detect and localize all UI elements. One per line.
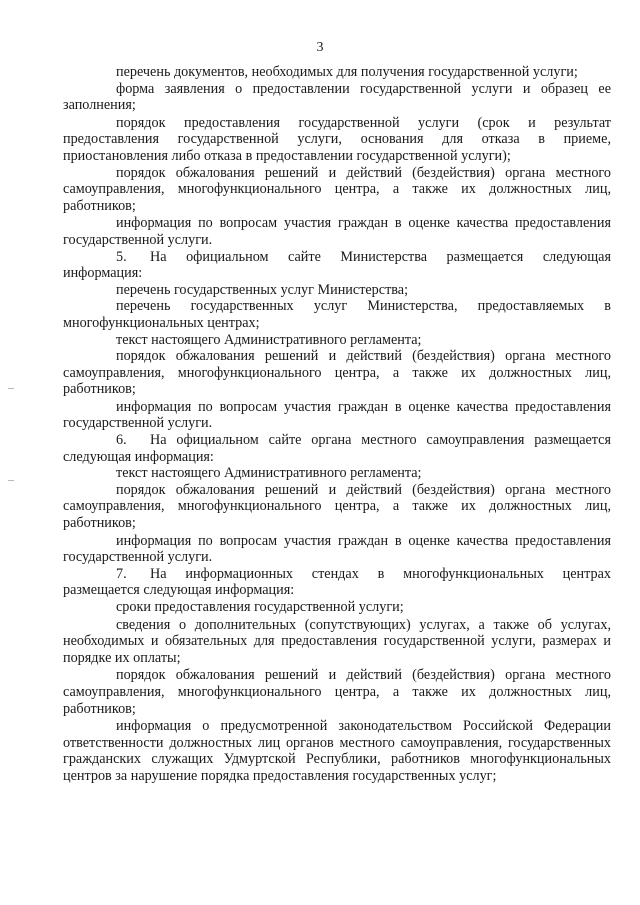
paragraph-mfc-services-list: перечень государственных услуг Министерства, предоставляемых в многофункциональных центрах; [63, 298, 611, 331]
paragraph-appeal-procedure: порядок обжалования решений и действий (бездействия) органа местного самоуправления, многофункционального центра, а также их должностных лиц, работников; [63, 481, 611, 532]
paragraph-appeal-procedure: порядок обжалования решений и действий (бездействия) органа местного самоуправления, многофункционального центра, а также их должностных лиц, работников; [63, 348, 611, 398]
paragraph-ministry-services-list: перечень государственных услуг Министерства; [116, 281, 409, 298]
paragraph-service-terms: сроки предоставления государственной услуги; [116, 599, 404, 615]
paragraph-application-form: форма заявления о предоставлении государственной услуги и образец ее заполнения; [63, 80, 611, 114]
clause-number: 7. [116, 565, 127, 582]
paragraph-clause-7 [63, 566, 611, 599]
page-number: 3 [316, 40, 324, 55]
paragraph-liability: информация о предусмотренной законодательством Российской Федерации ответственности должностных лиц органов местного самоуправления, государственных гражданских служащих Удмуртской Республики, работников многофункциональных центров за нарушение порядка предоставления государственных услуг; [63, 718, 611, 784]
clause-number: 6. [116, 432, 127, 449]
paragraph-quality-assessment: информация по вопросам участия граждан в оценке качества предоставления государственной услуги. [63, 398, 611, 432]
paragraph-appeal-procedure: порядок обжалования решений и действий (бездействия) органа местного самоуправления, многофункционального центра, а также их должностных лиц, работников; [63, 164, 611, 214]
clause-text: На официальном сайте Министерства размещается следующая информация: [63, 248, 611, 282]
paragraph-clause-5 [63, 249, 611, 282]
paragraph-service-procedure: порядок предоставления государственной услуги (срок и результат предоставления государственной услуги, основания для отказа в приеме, приостановления либо отказа в предоставлении государственной услуги); [63, 114, 611, 164]
clause-text: На информационных стендах в многофункциональных центрах размещается следующая информация: [63, 565, 611, 599]
document-body [63, 64, 611, 785]
paragraph-regulation-text: текст настоящего Административного регламента; [116, 465, 422, 482]
paragraph-quality-assessment: информация по вопросам участия граждан в оценке качества предоставления государственной услуги. [63, 532, 611, 566]
paragraph-quality-assessment: информация по вопросам участия граждан в оценке качества предоставления государственной услуги. [63, 215, 611, 248]
clause-number: 5. [116, 248, 127, 265]
paragraph-additional-services: сведения о дополнительных (сопутствующих) услугах, а также об услугах, необходимых и обязательных для предоставления государственной услуги, размерах и порядке их оплаты; [63, 616, 611, 666]
paragraph-regulation-text: текст настоящего Административного регламента; [116, 331, 422, 348]
margin-mark [8, 480, 14, 481]
margin-mark [8, 388, 14, 389]
paragraph-clause-6 [63, 432, 611, 465]
paragraph-appeal-procedure: порядок обжалования решений и действий (бездействия) органа местного самоуправления, многофункционального центра, а также их должностных лиц, работников; [63, 667, 611, 717]
clause-text: На официальном сайте органа местного самоуправления размещается следующая информация: [63, 432, 611, 465]
paragraph-documents-list: перечень документов, необходимых для получения государственной услуги; [116, 64, 578, 80]
